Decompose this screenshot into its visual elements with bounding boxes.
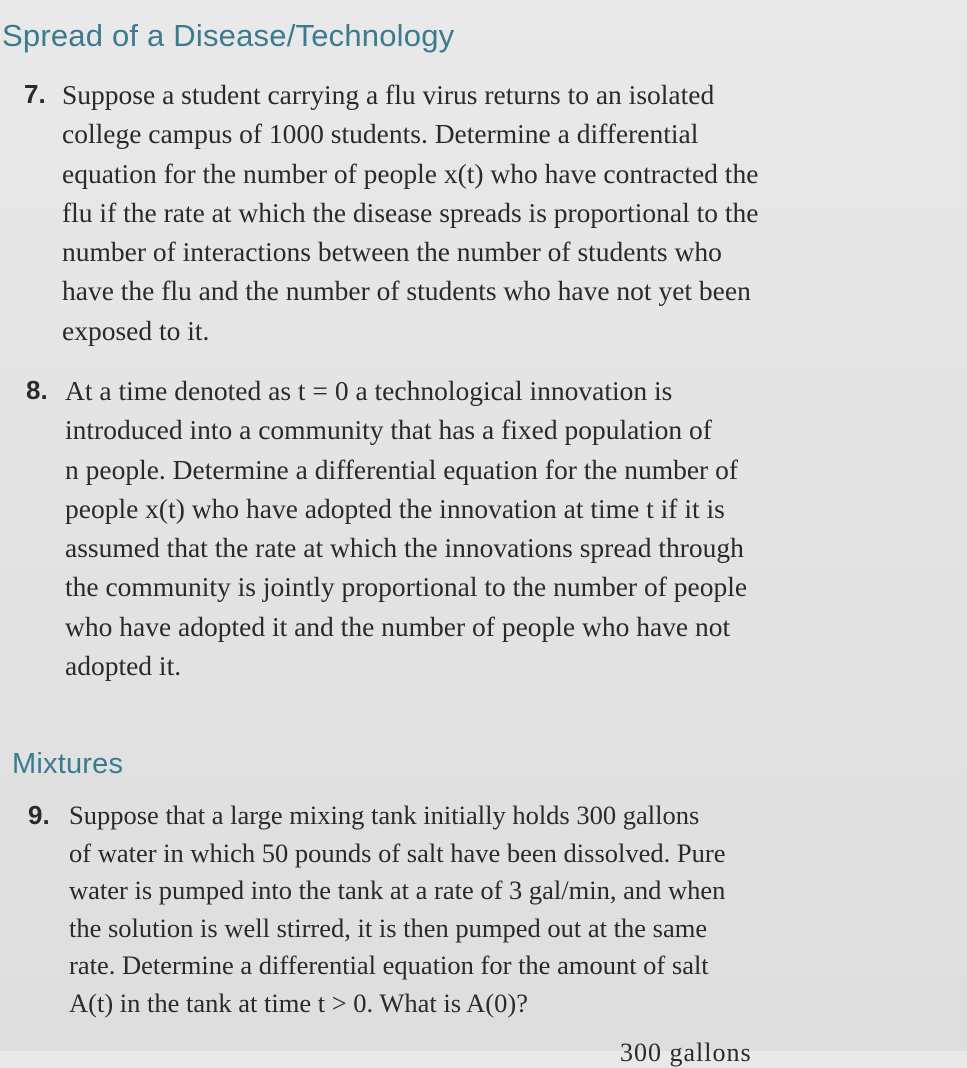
problem-text-line: equation for the number of people x(t) who have contracted the: [62, 157, 759, 189]
problem-number: 8.: [26, 375, 48, 405]
section-heading-mixtures: Mixtures: [12, 748, 124, 780]
problem-text-line: assumed that the rate at which the innovations spread through: [65, 532, 744, 564]
problem-text-line: people x(t) who have adopted the innovation at time t if it is: [65, 492, 725, 524]
problem-text-line: Suppose that a large mixing tank initially holds 300 gallons: [69, 800, 700, 830]
cut-off-next-line: 300 gallons: [620, 1038, 752, 1067]
problem-text-line: have the flu and the number of students who have not yet been: [62, 275, 751, 307]
problem-text-line: A(t) in the tank at time t > 0. What is A(0)?: [69, 987, 528, 1018]
problem-text-line: Suppose a student carrying a flu virus returns to an isolated: [62, 79, 715, 110]
problem-number: 9.: [28, 800, 50, 830]
problem-text-line: rate. Determine a differential equation for the amount of salt: [69, 950, 709, 980]
problem-text-line: adopted it.: [65, 650, 182, 682]
problem-text-line: the solution is well stirred, it is then pumped out at the same: [69, 912, 708, 943]
problem-text-line: water is pumped into the tank at a rate of 3 gal/min, and when: [69, 875, 726, 905]
problem-number: 7.: [24, 79, 46, 109]
problem-text-line: college campus of 1000 students. Determine a differential: [62, 118, 699, 150]
problem-text-line: flu if the rate at which the disease spreads is proportional to the: [62, 196, 759, 228]
problem-text-line: of water in which 50 pounds of salt have been dissolved. Pure: [69, 837, 726, 868]
problem-text-line: n people. Determine a differential equation for the number of: [65, 453, 738, 485]
problem-text-line: the community is jointly proportional to the number of people: [65, 571, 748, 603]
problem-7: [24, 75, 758, 350]
problem-9: [28, 797, 725, 1022]
problem-text-line: number of interactions between the number of students who: [62, 236, 722, 268]
problem-8: [26, 371, 747, 685]
problem-text-line: exposed to it.: [62, 314, 210, 346]
problem-text-line: who have adopted it and the number of people who have not: [65, 610, 731, 642]
problem-text-line: introduced into a community that has a fixed population of: [65, 414, 712, 446]
section-heading-spread: Spread of a Disease/Technology: [2, 18, 455, 53]
problem-text-line: At a time denoted as t = 0 a technological innovation is: [65, 375, 673, 406]
